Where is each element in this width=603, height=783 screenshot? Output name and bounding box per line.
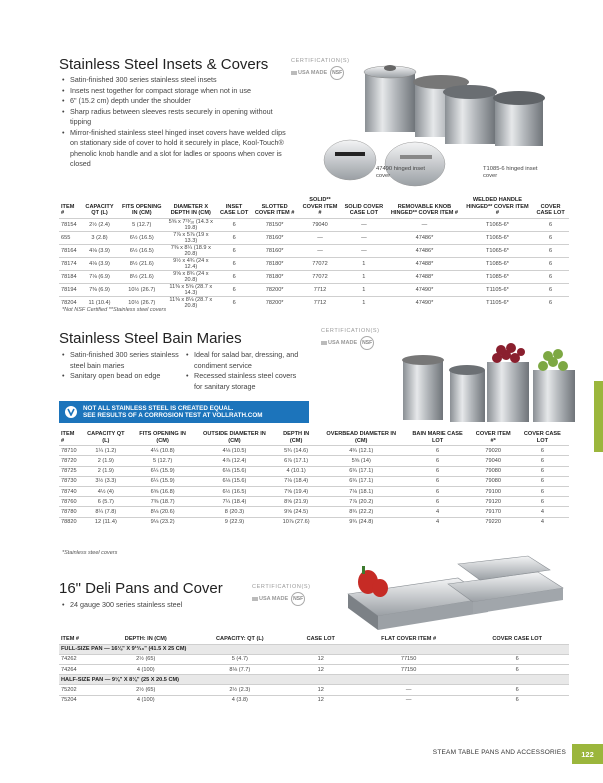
bain-certification [321,328,380,350]
nsf-icon: NSF [360,336,374,350]
table-cell: 12 [290,654,352,664]
table-cell: 6 [532,231,569,244]
table-cell: 77150 [352,664,466,674]
table-cell: 1 [342,283,387,296]
column-header: CAPACITY QT (L) [87,431,125,444]
table-cell: 6 [217,257,250,270]
bullet-item: • 6" (15.2 cm) depth under the shoulder [62,96,292,107]
table-cell: 3 (2.8) [80,231,120,244]
table-cell: 4¼ (10.8) [131,446,195,456]
table-row [59,695,569,705]
column-header: OVERBEAD DIAMETER IN (CM) [326,431,397,444]
table-cell: 78184 [59,270,80,283]
table-cell: 6 [516,486,569,496]
table-cell: 6 [532,257,569,270]
table-row [59,497,569,507]
column-header: INSET CASE LOT [219,203,249,217]
table-cell: 6 [532,296,569,309]
bain-photo [395,340,585,428]
table-cell: 47488* [386,270,463,283]
table-cell: 47486* [386,244,463,257]
table-cell: 4¾ (12.1) [318,446,405,456]
table-cell: 7⅞ x 5⅞ (19 x 13.3) [164,231,217,244]
table-cell: 6 [516,466,569,476]
table-cell: 6 [217,231,250,244]
table-row [59,270,569,283]
table-cell: 7⅜ (6.9) [80,283,120,296]
table-cell: T1105-6* [463,283,532,296]
group-label: FULL-SIZE PAN — 16⅛" X 9¹³⁄₁₆" (41.5 X 25 CM) [59,644,569,654]
table-cell: 78710 [59,446,81,456]
table-cell: 12 [290,664,352,674]
table-cell: 4⅛ (10.5) [195,446,275,456]
caption-t1085: T1085-6 hinged inset cover [483,166,538,179]
column-header: ITEM # [61,636,80,642]
table-cell: T1085-6* [463,257,532,270]
table-cell: 2½ (65) [101,654,190,664]
table-row [59,257,569,270]
insets-bullets [62,75,292,170]
table-cell: 4 [516,517,569,527]
table-cell: 6 [404,446,470,456]
bullet-item: • Sanitary open bead on edge [62,371,182,382]
table-cell: 6⅝ (16.8) [131,486,195,496]
table-cell: 75204 [59,695,101,705]
table-cell: 8 (20.3) [195,507,275,517]
table-cell: 4 (100) [101,695,190,705]
table-cell: T1065-6* [463,231,532,244]
table-cell: 6 [532,270,569,283]
table-cell: 78154 [59,218,80,231]
table-cell: 4½ (4) [81,486,131,496]
column-header: DIAMETER X DEPTH IN (CM) [170,203,211,217]
table-cell: 6⅞ (17.1) [274,456,318,466]
table-cell: 6 [404,466,470,476]
vollrath-logo-icon [65,406,77,418]
table-cell: — [298,244,341,257]
table-cell: 7¼ (18.4) [195,497,275,507]
table-cell: 2½ (2.3) [190,685,290,695]
table-cell: 5 (4.7) [190,654,290,664]
insets-table [59,196,569,309]
table-cell: 7⅞ (20.2) [318,497,405,507]
column-header: SOLID COVER CASE LOT [344,203,384,217]
table-cell: 6 (5.7) [81,497,131,507]
deli-bullets [62,600,262,611]
table-cell: 79100 [471,486,516,496]
table-cell: 6 [217,283,250,296]
table-cell: 7⅝ (19.4) [274,486,318,496]
table-cell: 79220 [471,517,516,527]
table-cell: 79020 [471,446,516,456]
table-cell: 6 [465,654,569,664]
table-cell: 6 [217,218,250,231]
table-cell: — [352,695,466,705]
table-cell: 9¾ (24.8) [318,517,405,527]
table-cell: 6 [532,244,569,257]
column-header: DEPTH: IN (CM) [124,636,167,642]
side-section-tab [594,381,603,452]
table-cell: 6½ (16.5) [195,486,275,496]
table-cell: 78174 [59,257,80,270]
table-cell: 1 [342,270,387,283]
column-header: OUTSIDE DIAMETER IN (CM) [203,431,266,444]
table-cell: 4 [404,517,470,527]
table-cell: 78160* [251,231,299,244]
bain-note: *Stainless steel covers [62,550,118,556]
bullet-item: • Mirror-finished stainless steel hinged inset covers have welded clips on stationary side of cover to hold it securely in place, Kool-Touch® phenolic knob handle and a slot for ladles or spoons when cover is closed [62,128,292,170]
column-header: CASE LOT [306,636,335,642]
column-header: FITS OPENING IN (CM) [122,203,162,217]
table-cell: T1085-6* [463,270,532,283]
table-cell: 78740 [59,486,81,496]
certification-label: CERTIFICATION(S) [291,58,350,64]
table-cell: 8¾ (22.2) [318,507,405,517]
table-cell: 79080 [471,476,516,486]
table-cell: — [298,231,341,244]
deli-pans-photo [338,554,568,632]
table-cell: 6 [217,296,250,309]
table-cell: 9½ x 4¾ (24 x 12.4) [164,257,217,270]
table-cell: 6 [404,486,470,496]
table-cell: 6¾ (17.1) [318,476,405,486]
column-header: SOLID** COVER ITEM # [302,197,338,217]
footer-label: STEAM TABLE PANS AND ACCESSORIES [432,749,566,756]
bullet-item: • Recessed stainless steel covers for sanitary storage [186,371,304,392]
table-row [59,654,569,664]
table-cell: 4 (100) [101,664,190,674]
table-cell: 4 (3.8) [190,695,290,705]
table-cell: 8⅝ (21.9) [274,497,318,507]
table-cell: 11⅜ x 5⅝ (28.7 x 14.3) [164,283,217,296]
table-cell: 6 [465,685,569,695]
table-row [59,517,569,527]
table-cell: 6 [516,497,569,507]
bullet-item: • 24 gauge 300 series stainless steel [62,600,262,611]
table-cell: 1 [342,257,387,270]
table-cell: 77072 [298,270,341,283]
table-cell: 7⅜ (18.7) [131,497,195,507]
table-cell: 5⅝ (14) [318,456,405,466]
table-cell: 6 [516,456,569,466]
table-cell: 6½ (16.5) [119,231,164,244]
table-cell: 77072 [298,257,341,270]
table-cell: 6⅛ (15.6) [195,466,275,476]
table-cell: 78180* [251,270,299,283]
page-number: 122 [572,744,603,764]
table-cell: 47490* [386,296,463,309]
group-label: HALF-SIZE PAN — 9⅛" X 8⅛" (25 X 20.5 CM) [59,675,569,685]
column-header: DEPTH IN (CM) [283,431,310,444]
table-cell: 4 [516,507,569,517]
table-cell: 6½ (16.5) [119,244,164,257]
insets-note: *Not NSF Certified **Stainless steel covers [62,307,167,313]
table-cell: 8¼ (7.8) [81,507,131,517]
table-cell: 2 (1.9) [81,466,131,476]
table-cell: 47486* [386,231,463,244]
table-cell: 74262 [59,654,101,664]
table-cell: 79040 [298,218,341,231]
bullet-item: • Satin-finished 300 series stainless steel insets [62,75,292,86]
banner-line-1: NOT ALL STAINLESS STEEL IS CREATED EQUAL. [83,404,234,412]
table-row [59,231,569,244]
deli-table [59,635,569,705]
table-cell: 10½ (26.7) [119,283,164,296]
table-cell: 7⅛ (18.1) [318,486,405,496]
table-cell: 78760 [59,497,81,507]
table-cell: 11⅜ x 8⅛ (28.7 x 20.8) [164,296,217,309]
table-cell: 3½ (3.3) [81,476,131,486]
table-cell: 6⅛ (15.6) [195,476,275,486]
table-cell: 7712 [298,283,341,296]
table-cell: 12 (11.4) [81,517,131,527]
corrosion-banner[interactable] [59,401,309,423]
table-cell: 4 [404,507,470,517]
table-cell: 12 [290,695,352,705]
table-cell: 6 [465,664,569,674]
table-cell: — [342,244,387,257]
table-cell: 7712 [298,296,341,309]
table-cell: 6 [532,218,569,231]
table-cell: 9 (22.9) [195,517,275,527]
table-cell: 78200* [251,283,299,296]
nsf-icon: NSF [330,66,344,80]
table-cell: 6 [465,695,569,705]
table-row [59,283,569,296]
table-cell: 78204 [59,296,80,309]
table-cell: 10⅞ (27.6) [274,517,318,527]
table-cell: 2 (1.9) [81,456,131,466]
table-cell: — [386,218,463,231]
table-cell: 74264 [59,664,101,674]
column-header: CAPACITY QT (L) [85,203,114,217]
table-cell: T1065-6* [463,244,532,257]
table-cell: 655 [59,231,80,244]
table-cell: 6 [217,244,250,257]
table-cell: 79170 [471,507,516,517]
table-cell: 9⅝ (24.5) [274,507,318,517]
table-cell: 9⅝ x 8¾ (24 x 20.8) [164,270,217,283]
bain-title: Stainless Steel Bain Maries [59,330,242,347]
table-cell: 78720 [59,456,81,466]
column-header: COVER CASE LOT [492,636,543,642]
table-cell: 4⅞ (12.4) [195,456,275,466]
table-cell: 4⅛ (3.9) [80,257,120,270]
table-cell: 9⅛ (23.2) [131,517,195,527]
table-cell: 4⅛ (3.9) [80,244,120,257]
column-header: FLAT COVER ITEM # [381,636,437,642]
table-cell: 2½ (2.4) [80,218,120,231]
usa-made-icon: USA MADE [321,340,357,346]
certification-label: CERTIFICATION(S) [252,584,311,590]
table-cell: 8½ (21.6) [119,270,164,283]
table-row [59,244,569,257]
table-cell: — [342,218,387,231]
table-row [59,476,569,486]
table-row [59,507,569,517]
table-cell: 6 [516,446,569,456]
table-cell: 6 [404,476,470,486]
usa-made-icon: USA MADE [291,70,327,76]
table-cell: 47488* [386,257,463,270]
table-row [59,456,569,466]
table-cell: 5¾ (14.6) [274,446,318,456]
table-cell: 6¼ (15.9) [131,476,195,486]
table-row [59,685,569,695]
table-cell: 6 [516,476,569,486]
table-cell: 5⅝ x 7¹³⁄₁₆ (14.3 x 19.8) [164,218,217,231]
table-cell: 1¼ (1.2) [81,446,131,456]
column-header: FITS OPENING IN (CM) [139,431,186,444]
table-cell: 1 [342,296,387,309]
table-cell: 8⅛ (7.7) [190,664,290,674]
table-cell: 78780 [59,507,81,517]
bain-bullets-left [62,350,182,382]
banner-line-2: SEE RESULTS OF A CORROSION TEST AT VOLLRATH.COM [83,412,263,419]
column-header: ITEM # [61,431,75,444]
table-cell: 78730 [59,476,81,486]
table-cell: 47490* [386,283,463,296]
table-row [59,664,569,674]
table-cell: 7⅛ (6.9) [80,270,120,283]
table-cell: — [352,685,466,695]
bullet-item: • Insets nest together for compact storage when not in use [62,86,292,97]
table-group-row [59,644,569,654]
table-cell: T1065-6* [463,218,532,231]
bain-table [59,430,569,527]
table-cell: 78194 [59,283,80,296]
bullet-item: • Sharp radius between sleeves rests securely in opening without tipping [62,107,292,128]
table-row [59,446,569,456]
column-header: COVER ITEM #* [475,431,511,444]
column-header: SLOTTED COVER ITEM # [254,203,295,217]
table-cell: 79120 [471,497,516,507]
certification-label: CERTIFICATION(S) [321,328,380,334]
column-header: ITEM # [61,203,75,217]
bain-bullets-right [186,350,304,392]
table-cell: — [342,231,387,244]
table-cell: 75202 [59,685,101,695]
table-cell: 6¾ (17.1) [318,466,405,476]
bullet-item: • Ideal for salad bar, dressing, and condiment service [186,350,304,371]
column-header: COVER CASE LOT [536,203,565,217]
table-row [59,218,569,231]
table-cell: 5 (12.7) [119,218,164,231]
deli-certification [252,584,311,606]
table-cell: 7⅜ x 8¼ (18.9 x 20.8) [164,244,217,257]
table-cell: 78200* [251,296,299,309]
column-header: REMOVABLE KNOB HINGED** COVER ITEM # [390,203,459,217]
table-cell: 4 (10.1) [274,466,318,476]
table-row [59,466,569,476]
table-cell: 8⅛ (20.6) [131,507,195,517]
table-cell: 78725 [59,466,81,476]
column-header: BAIN MARIE CASE LOT [412,431,463,444]
table-cell: 10½ (26.7) [119,296,164,309]
table-cell: 79080 [471,466,516,476]
bullet-item: • Satin-finished 300 series stainless steel bain maries [62,350,182,371]
table-cell: 12 [290,685,352,695]
table-cell: 5 (12.7) [131,456,195,466]
table-row [59,486,569,496]
deli-title: 16" Deli Pans and Cover [59,580,223,597]
caption-47490: 47490 hinged inset cover [376,166,425,179]
table-cell: 6¼ (15.9) [131,466,195,476]
table-cell: 78180* [251,257,299,270]
footer [0,744,603,764]
table-cell: 78160* [251,244,299,257]
table-cell: 6 [404,456,470,466]
column-header: COVER CASE LOT [523,431,561,444]
table-cell: 79040 [471,456,516,466]
table-cell: 78150* [251,218,299,231]
table-cell: 6 [532,283,569,296]
insets-title: Stainless Steel Insets & Covers [59,56,269,73]
column-header: WELDED HANDLE HINGED** COVER ITEM # [466,197,529,217]
column-header: CAPACITY: QT (L) [216,636,264,642]
table-cell: T1105-6* [463,296,532,309]
table-cell: 11 (10.4) [80,296,120,309]
table-group-row [59,675,569,685]
table-cell: 8½ (21.6) [119,257,164,270]
table-cell: 6 [404,497,470,507]
table-cell: 6 [217,270,250,283]
usa-made-icon: USA MADE [252,596,288,602]
table-cell: 7⅛ (18.4) [274,476,318,486]
table-cell: 2½ (65) [101,685,190,695]
table-cell: 78164 [59,244,80,257]
nsf-icon: NSF [291,592,305,606]
table-cell: 78820 [59,517,81,527]
table-cell: 77150 [352,654,466,664]
